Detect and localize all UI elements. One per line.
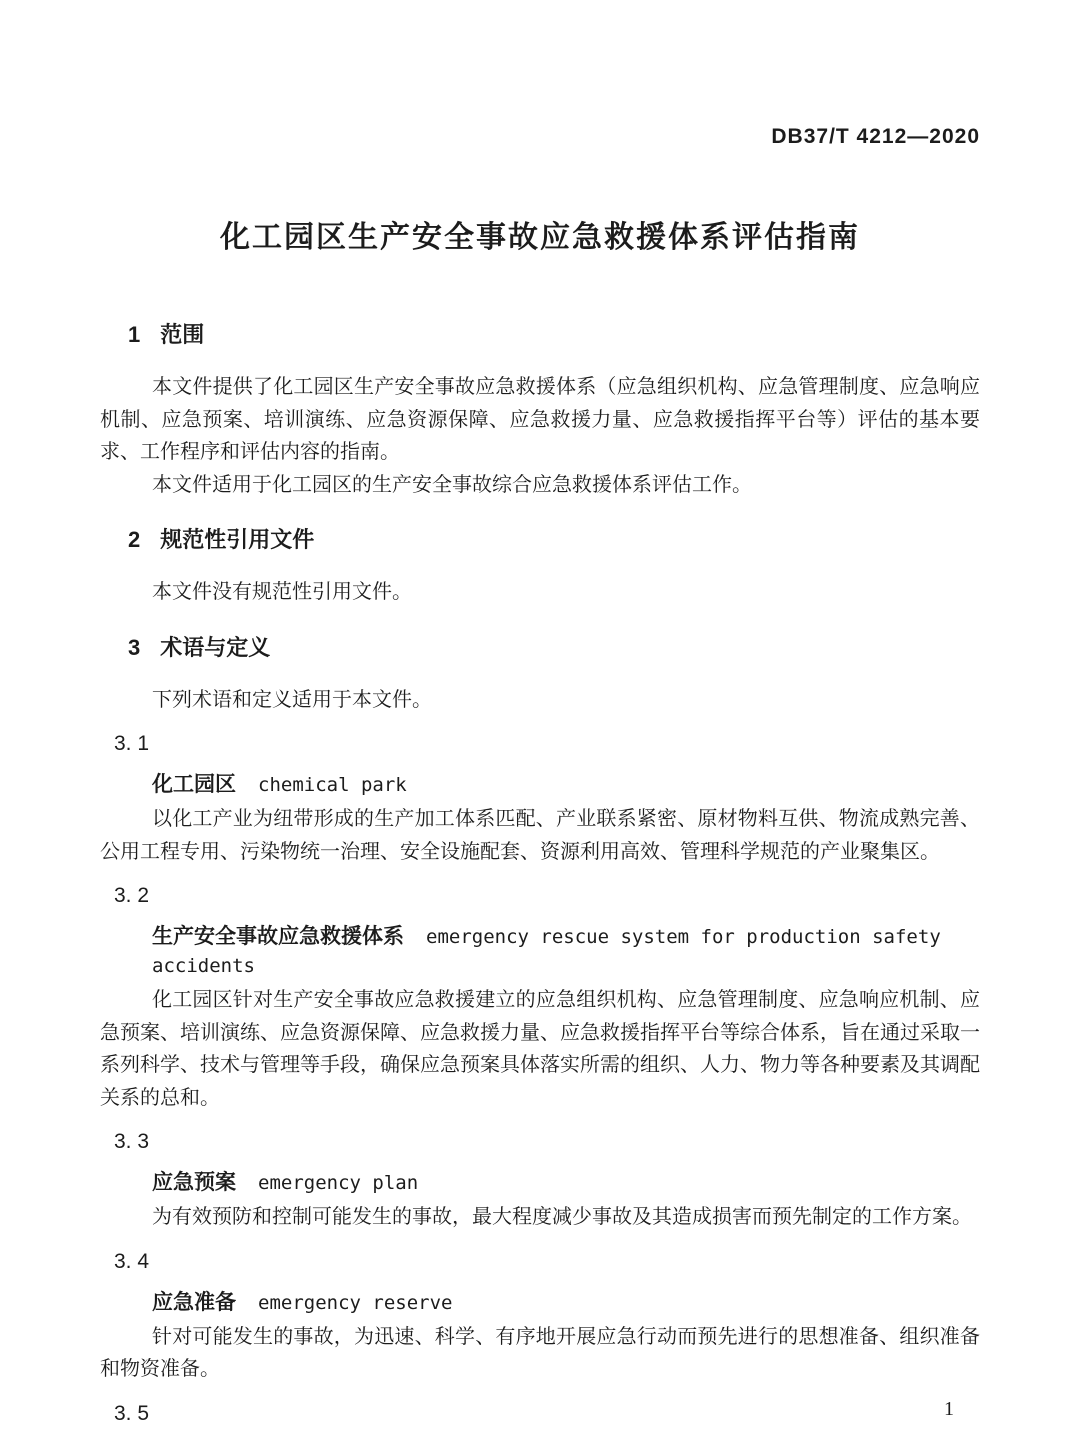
term-name-en: emergency plan	[258, 1172, 419, 1194]
term-name-zh: 化工园区	[152, 773, 236, 796]
term-number: 3. 5	[114, 1401, 150, 1425]
section-heading-label: 规范性引用文件	[160, 527, 315, 552]
document-title: 化工园区生产安全事故应急救援体系评估指南	[220, 221, 860, 254]
term-number: 3. 4	[114, 1249, 150, 1273]
section-number: 1	[128, 322, 141, 347]
term-name-zh: 应急准备	[152, 1290, 236, 1314]
section-heading-label: 范围	[160, 322, 205, 347]
term-name-zh: 生产安全事故应急救援体系	[152, 925, 404, 948]
term-name-en: emergency reserve	[258, 1291, 453, 1314]
section-number: 2	[128, 527, 141, 552]
term-number: 3. 2	[114, 884, 150, 907]
section-heading-normative-references	[100, 525, 980, 555]
term-heading	[100, 1288, 980, 1317]
paragraph: 本文件没有规范性引用文件。	[152, 581, 412, 603]
term-number: 3. 1	[114, 732, 150, 755]
term-definition: 以化工产业为纽带形成的生产加工体系匹配、产业联系紧密、原材物料互供、物流成熟完善、公用工程专用、污染物统一治理、安全设施配套、资源利用高效、管理科学规范的产业聚集区。	[100, 808, 980, 863]
section-heading-label: 术语与定义	[160, 634, 271, 660]
section-number: 3	[128, 634, 141, 660]
paragraph: 本文件适用于化工园区的生产安全事故综合应急救援体系评估工作。	[152, 473, 752, 496]
term-number: 3. 3	[114, 1130, 150, 1153]
section-heading-scope	[100, 320, 980, 350]
standard-number: DB37/T 4212—2020	[771, 125, 980, 148]
term-definition: 针对可能发生的事故，为迅速、科学、有序地开展应急行动而预先进行的思想准备、组织准备和物资准备。	[100, 1325, 980, 1380]
page-number: 1	[944, 1398, 954, 1420]
term-name-en: chemical park	[258, 774, 407, 796]
term-definition: 化工园区针对生产安全事故应急救援建立的应急组织机构、应急管理制度、应急响应机制、应急预案、培训演练、应急资源保障、应急救援力量、应急救援指挥平台等综合体系，旨在通过采取一系列科学、技术与管理等手段，确保应急预案具体落实所需的组织、人力、物力等各种要素及其调配关系的总和。	[100, 989, 980, 1109]
paragraph: 下列术语和定义适用于本文件。	[152, 688, 432, 711]
term-heading	[100, 770, 980, 799]
paragraph: 本文件提供了化工园区生产安全事故应急救援体系（应急组织机构、应急管理制度、应急响应机制、应急预案、培训演练、应急资源保障、应急救援力量、应急救援指挥平台等）评估的基本要求、工作程序和评估内容的指南。	[100, 376, 980, 463]
term-heading	[100, 1168, 980, 1197]
term-name-en: emergency rescue system for production safety accidents	[152, 926, 941, 977]
section-heading-terms-definitions	[100, 633, 980, 663]
term-name-zh: 应急预案	[152, 1171, 236, 1194]
term-heading	[100, 922, 980, 980]
term-definition: 为有效预防和控制可能发生的事故，最大程度减少事故及其造成损害而预先制定的工作方案。	[152, 1206, 972, 1228]
